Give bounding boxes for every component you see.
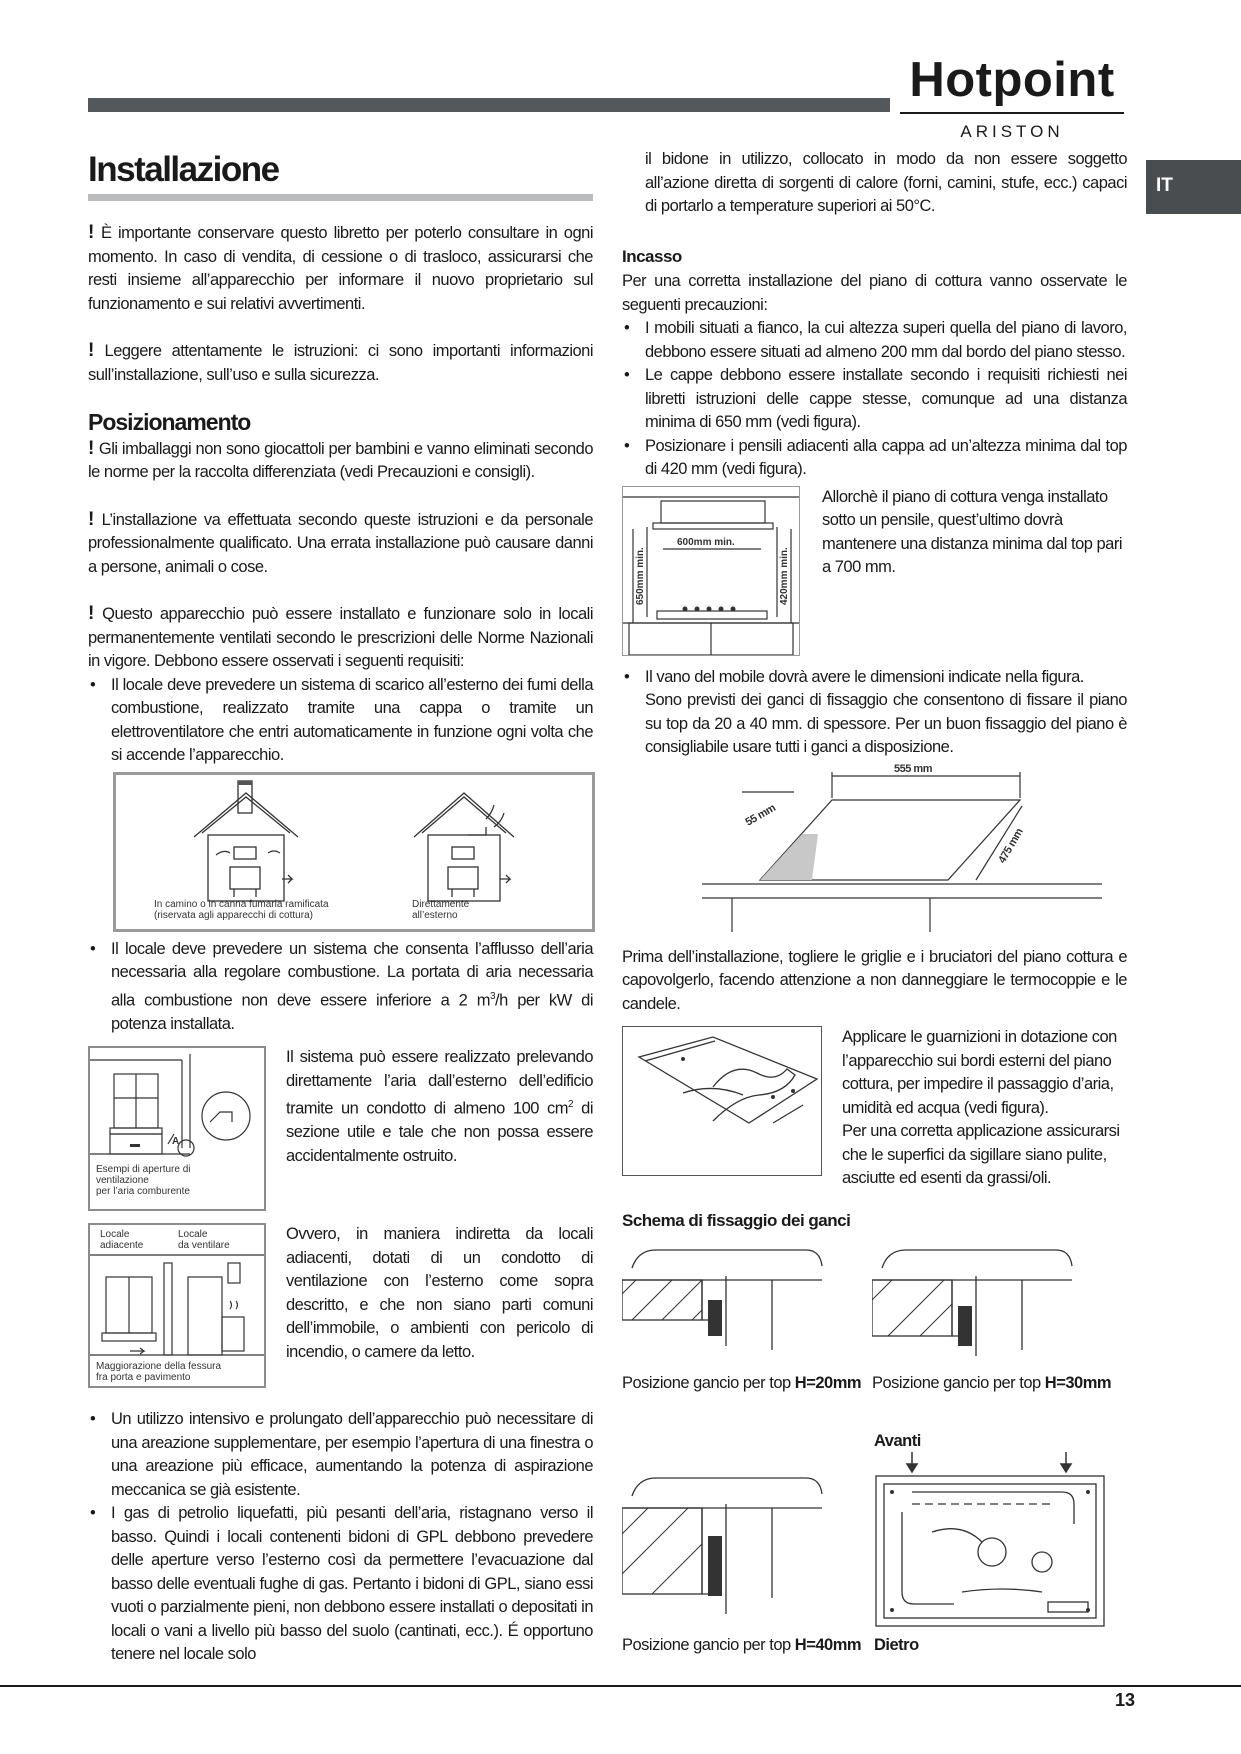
left-column — [88, 150, 593, 1667]
list-item: • Posizionare i pensili adiacenti alla cappa ad un’altezza minima dal top di 420 mm (vedi figura). — [622, 435, 1127, 482]
brand-logo-rule — [900, 112, 1124, 114]
adjacent-bottom-label-2: fra porta e pavimento — [96, 1372, 191, 1383]
pensile-paragraph: Allorchè il piano di cottura venga installato sotto un pensile, quest’ultimo dovrà mantenere una distanza minima dal top pari a 700 mm. — [822, 487, 1123, 576]
hook-diagram-h40 — [622, 1456, 842, 1626]
exhaust-label-left-1: In camino o in canna fumaria ramificata — [154, 898, 329, 910]
ventilation-label-1: Esempi di aperture di — [96, 1164, 191, 1175]
exhaust-label-right-1: Direttamente — [412, 898, 470, 910]
exhaust-drawing — [116, 775, 592, 929]
warning-mark: ! — [88, 603, 103, 624]
hook-drawing-h30 — [872, 1246, 1092, 1366]
adjacent-label-2: adiacente — [100, 1240, 144, 1251]
seal-text — [842, 1026, 1127, 1191]
list-item: • Il locale deve prevedere un sistema che consenta l’afflusso dell’aria necessaria alla regolare combustione. La portata di aria necessaria alla combustione non deve essere inferiore a 2 $m^3/h$ per kW di potenza installata. — [88, 938, 593, 1037]
cutout-figure — [702, 762, 1102, 932]
hood-height-label: 650mm min. — [635, 546, 646, 605]
cutout-offset-label: 55 mm — [743, 801, 778, 829]
hook-caption-h40: Posizione gancio per top H=40mm — [622, 1636, 862, 1654]
hook-diagram-h30 — [872, 1246, 1092, 1366]
hob-bottom-view — [872, 1452, 1112, 1632]
hood-clearance-drawing — [623, 487, 799, 655]
pos-paragraph-3: ! Questo apparecchio può essere installato e funzionare solo in locali permanentemente ventilati secondo le prescrizioni delle Norme Nazionali in vigore. Debbono essere osservati i seguenti requisiti: — [88, 603, 593, 670]
requirements-list-1 — [88, 674, 593, 768]
hook-caption-h20: Posizione gancio per top H=20mm — [622, 1374, 862, 1392]
hob-bottom-drawing — [872, 1452, 1112, 1632]
cutout-drawing — [702, 762, 1102, 932]
ventilation-paragraph-2: Ovvero, in maniera indiretta da locali adiacenti, dotati di un condotto di ventilazione con l’esterno come sopra descritto, e che non siano parti comuni dell’immobile, o ambienti con pericolo di incendio, o camere da letto. — [286, 1225, 593, 1361]
ventilation-marker-a: A — [172, 1136, 180, 1147]
cutout-list — [622, 666, 1127, 760]
cutout-width-label: 555 mm — [894, 762, 932, 775]
seal-paragraph-1: Applicare le guarnizioni in dotazione con l’apparecchio sui bordi esterni del piano cottura, per impedire il passaggio d’aria, umidità ed acqua (vedi figura). — [842, 1028, 1117, 1117]
pos-paragraph-2: ! L’installazione va effettuata secondo queste istruzioni e da personale professionalmente qualificato. Una errata installazione può causare danni a persone, animali o cose. — [88, 508, 593, 576]
warning-mark: ! — [88, 222, 102, 243]
list-item: • Un utilizzo intensivo e prolungato dell’apparecchio può necessitare di una areazione supplementare, per esempio l’apertura di una finestra o una areazione più efficace, aumentando la potenza di aspirazione meccanica se già esistente. — [88, 1408, 593, 1502]
ventilation-block-1 — [88, 1046, 593, 1211]
hook-diagram-h20 — [622, 1246, 842, 1366]
hook-drawing-h40 — [622, 1456, 842, 1626]
pos-paragraph-1: ! Gli imballaggi non sono giocattoli per bambini e vanno eliminati secondo le norme per la raccolta differenziata (vedi Precauzioni e consigli). — [88, 437, 593, 481]
requirements-list-2 — [88, 938, 593, 1037]
footer-rule — [0, 1685, 1241, 1687]
ventilation-drawing — [90, 1048, 264, 1209]
page-title: Installazione — [88, 150, 279, 189]
hook-diagrams — [622, 1246, 1127, 1666]
list-item: • I mobili situati a fianco, la cui altezza superi quella del piano di lavoro, debbono essere situati ad almeno 200 mm dal bordo del piano stesso. — [622, 317, 1127, 364]
front-label: Avanti — [874, 1432, 921, 1450]
section-title-posizionamento: Posizionamento — [88, 409, 251, 435]
cutout-depth-label: 475 mm — [996, 826, 1026, 865]
warning-mark: ! — [88, 508, 102, 530]
list-item: • Il vano del mobile dovrà avere le dimensioni indicate nella figura. Sono previsti dei ganci di fissaggio che consentono di fissare il piano su top da 20 a 40 mm. di spessore. Per un buon fissaggio del piano è consigliabile usare tutti i ganci a disposizione. — [622, 666, 1127, 760]
ventilation-label-2: ventilazione — [96, 1175, 149, 1186]
title-rule — [88, 194, 593, 201]
seal-paragraph-2: Per una corretta applicazione assicurarsi che le superfici da sigillare siano pulite, asciutte ed esenti da grassi/oli. — [842, 1122, 1120, 1187]
ventilation-label-3: per l’aria comburente — [96, 1186, 190, 1197]
cabinet-height-label: 420mm min. — [779, 546, 790, 605]
header-bar — [88, 98, 890, 112]
hook-drawing-h20 — [622, 1246, 842, 1366]
exhaust-figure — [113, 772, 595, 932]
continued-paragraph: il bidone in utilizzo, collocato in modo da non essere soggetto all’azione diretta di sorgenti di calore (forni, camini, stufe, ecc.) capaci di portarlo a temperature superiori ai 50°C. — [645, 150, 1127, 215]
adjacent-label-1: Locale — [100, 1229, 130, 1240]
brand-logo: Hotpoint — [909, 53, 1115, 107]
adjacent-label-3: Locale — [178, 1229, 208, 1240]
exhaust-label-left-2: (riservata agli apparecchi di cottura) — [154, 909, 313, 921]
list-item: • Il locale deve prevedere un sistema di scarico all’esterno dei fumi della combustione, realizzato tramite una cappa o tramite un elettroventilatore che entri automaticamente in funzione ogni volta che si accende l’apparecchio. — [88, 674, 593, 768]
right-column — [622, 148, 1127, 1666]
list-item: • I gas di petrolio liquefatti, più pesanti dell’aria, ristagnano verso il basso. Quindi i locali contenenti bidoni di GPL debbono prevedere delle aperture verso l’esterno così da permettere l’evacuazione dal basso delle eventuali fughe di gas. Pertanto i bidoni di GPL, siano essi vuoti o parzialmente pieni, non debbono essere installati o depositati in locali o vani a livello più basso del suolo (cantinati, ecc.). É opportuno tenere nel locale solo — [88, 1502, 593, 1667]
hood-width-label: 600mm min. — [677, 536, 735, 548]
adjacent-label-4: da ventilare — [178, 1240, 230, 1251]
ventilation-figure — [88, 1046, 266, 1211]
seal-drawing — [623, 1027, 821, 1175]
adjacent-bottom-label-1: Maggiorazione della fessura — [96, 1361, 222, 1372]
back-label: Dietro — [874, 1636, 919, 1654]
ventilation-block-2 — [88, 1223, 593, 1388]
prima-paragraph: Prima dell’installazione, togliere le griglie e i bruciatori del piano cottura e capovolgerlo, facendo attenzione a non danneggiare le termocoppie e le candele. — [622, 947, 1127, 1013]
intro-paragraph-2: ! Leggere attentamente le istruzioni: ci sono importanti informazioni sull’installazione, sull’uso e sulla sicurezza. — [88, 340, 594, 384]
intro-paragraph-1: ! È importante conservare questo libretto per poterlo consultare in ogni momento. In caso di vendita, di cessione o di trasloco, assicurarsi che resti insieme all’apparecchio per informare il nuovo proprietario sul funzionamento e sui relativi avvertimenti. — [88, 222, 593, 313]
list-item: • Le cappe debbono essere installate secondo i requisiti richiesti nei libretti istruzioni delle cappe stesse, comunque ad una distanza minima di 650 mm (vedi figura). — [622, 364, 1127, 435]
page-number: 13 — [1114, 1690, 1135, 1710]
ventilation-paragraph-1: Il sistema può essere realizzato prelevando direttamente l’aria dall’esterno dell’edificio tramite un condotto di almeno 100 $cm^2$ di sezione utile e tale che non possa essere accidentalmente ostruito. — [286, 1048, 593, 1165]
warning-mark: ! — [88, 437, 99, 459]
hood-clearance-figure — [622, 486, 800, 656]
adjacent-room-figure — [88, 1223, 266, 1388]
warning-mark: ! — [88, 340, 105, 361]
exhaust-label-right-2: all’esterno — [412, 909, 458, 921]
seal-figure — [622, 1026, 822, 1176]
hook-caption-h30: Posizione gancio per top H=30mm — [872, 1374, 1112, 1392]
requirements-list-3 — [88, 1408, 593, 1667]
brand-sub: ARISTON — [960, 122, 1064, 141]
language-tab: IT — [1146, 160, 1241, 214]
hood-block — [622, 486, 1127, 656]
section-title-schema: Schema di fissaggio dei ganci — [622, 1210, 851, 1230]
seal-block — [622, 1026, 1127, 1191]
incasso-paragraph: Per una corretta installazione del piano di cottura vanno osservate le seguenti precauzioni: — [622, 272, 1127, 314]
incasso-list — [622, 317, 1127, 482]
adjacent-room-drawing — [90, 1225, 264, 1386]
section-title-incasso: Incasso — [622, 246, 682, 266]
